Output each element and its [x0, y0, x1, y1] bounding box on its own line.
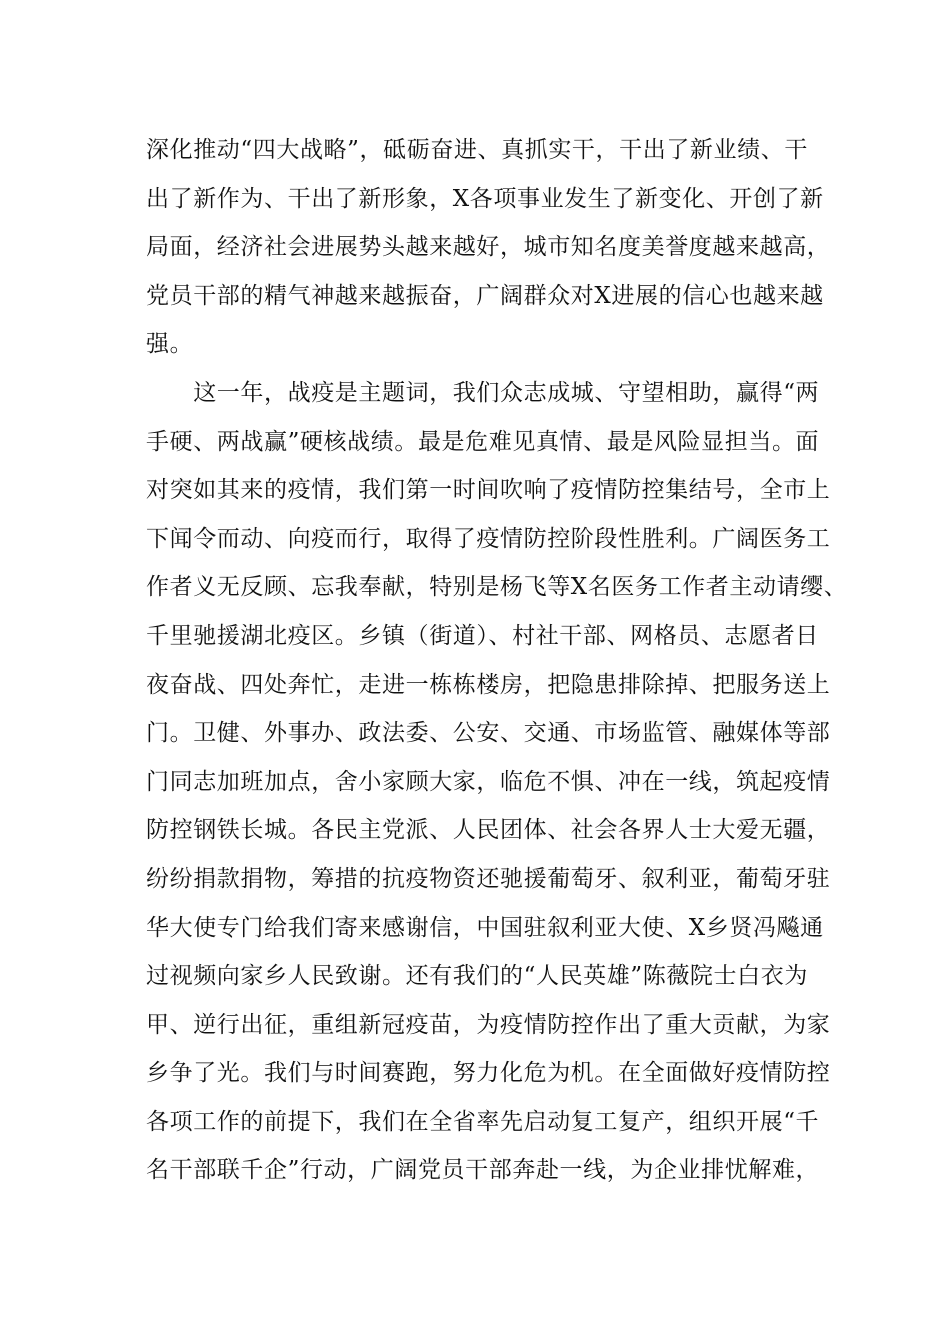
text-line: 纷纷捐款捐物，筹措的抗疫物资还驰援葡萄牙、叙利亚，葡萄牙驻: [146, 865, 831, 892]
text-line: 甲、逆行出征，重组新冠疫苗，为疫情防控作出了重大贡献，为家: [146, 1011, 831, 1038]
text-line: 各项工作的前提下，我们在全省率先启动复工复产，组织开展“千: [146, 1108, 820, 1135]
text-line: 名干部联千企”行动，广阔党员干部奔赴一线，为企业排忧解难，: [146, 1157, 820, 1184]
text-line: 门。卫健、外事办、政法委、公安、交通、市场监管、融媒体等部: [146, 720, 831, 747]
body-text: [146, 126, 848, 1195]
text-line: 门同志加班加点，舍小家顾大家，临危不惧、冲在一线，筑起疫情: [146, 768, 831, 795]
text-line: 乡争了光。我们与时间赛跑，努力化危为机。在全面做好疫情防控: [146, 1060, 831, 1087]
text-line: 下闻令而动、向疫而行，取得了疫情防控阶段性胜利。广阔医务工: [146, 525, 831, 552]
text-line: 防控钢铁长城。各民主党派、人民团体、社会各界人士大爱无疆，: [146, 817, 831, 844]
text-line: 局面，经济社会进展势头越来越好，城市知名度美誉度越来越高，: [146, 234, 831, 261]
text-line: 党员干部的精气神越来越振奋，广阔群众对X进展的信心也越来越: [146, 282, 824, 309]
text-line: 过视频向家乡人民致谢。还有我们的“人民英雄”陈薇院士白衣为: [146, 963, 808, 990]
text-line: 出了新作为、干出了新形象，X各项事业发生了新变化、开创了新: [146, 185, 824, 212]
text-line: 作者义无反顾、忘我奉献，特别是杨飞等X名医务工作者主动请缨、: [146, 574, 848, 601]
text-line: 夜奋战、四处奔忙，走进一栋栋楼房，把隐患排除掉、把服务送上: [146, 671, 831, 698]
text-line: 对突如其来的疫情，我们第一时间吹响了疫情防控集结号，全市上: [146, 477, 831, 504]
text-line: 深化推动“四大战略”，砥砺奋进、真抓实干，干出了新业绩、干: [146, 137, 808, 163]
text-line: 这一年，战疫是主题词，我们众志成城、守望相助，赢得“两: [146, 379, 820, 406]
text-line: 华大使专门给我们寄来感谢信，中国驻叙利亚大使、X乡贤冯飚通: [146, 914, 824, 941]
text-line: 强。: [146, 331, 194, 358]
text-line: 千里驰援湖北疫区。乡镇（街道）、村社干部、网格员、志愿者日: [146, 622, 819, 649]
text-line: 手硬、两战赢”硬核战绩。最是危难见真情、最是风险显担当。面: [146, 428, 820, 455]
